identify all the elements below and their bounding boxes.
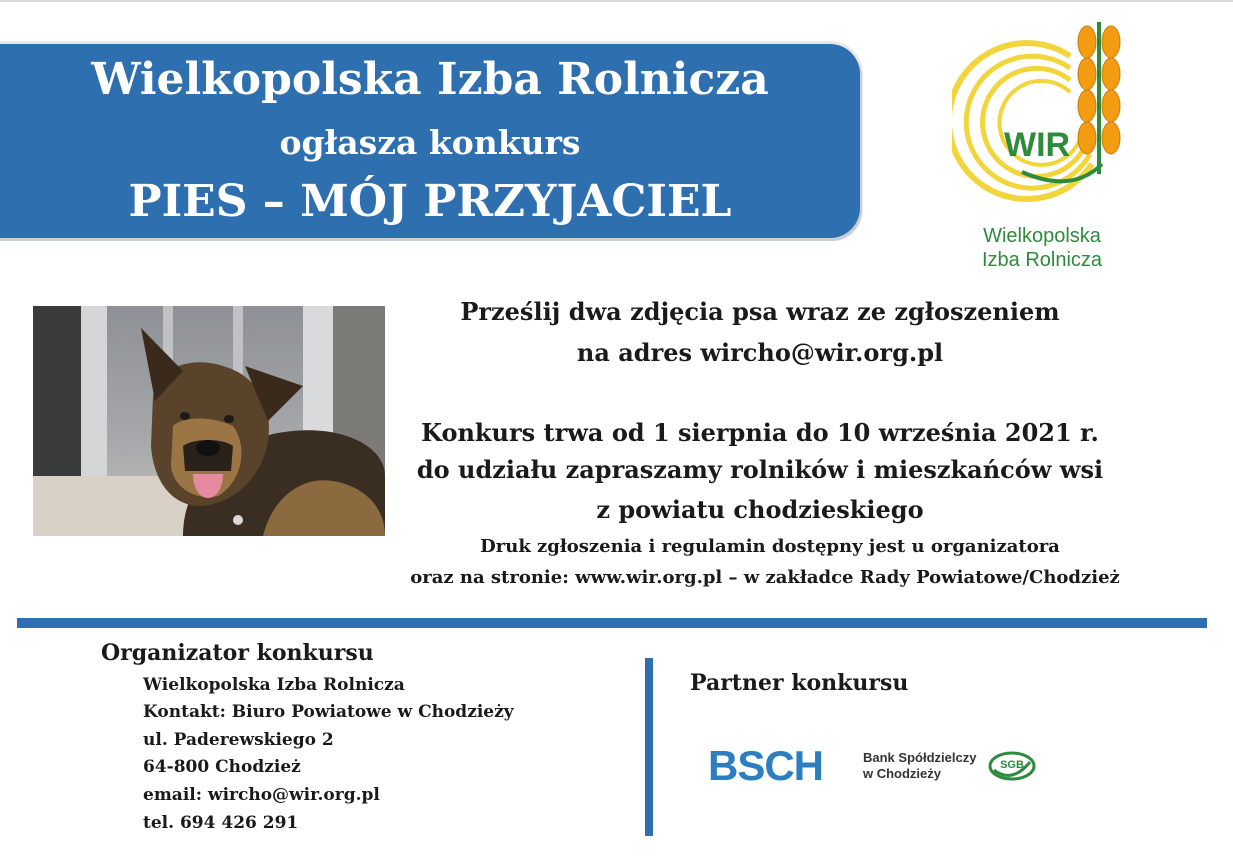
bank-name: [863, 750, 976, 782]
details-form-info: Druk zgłoszenia i regulamin dostępny jest u organizatora: [480, 536, 1060, 557]
column-divider: [645, 658, 653, 836]
details-participants: do udziału zapraszamy rolników i mieszkańców wsi: [416, 455, 1104, 484]
top-border: [0, 0, 1233, 2]
bank-name-line2: w Chodzieży: [863, 766, 942, 781]
bank-name-line1: Bank Spółdzielczy: [863, 750, 977, 765]
logo-caption-line1: Wielkopolska: [983, 225, 1101, 247]
banner-organization: Wielkopolska Izba Rolnicza: [91, 54, 769, 105]
title-banner: [0, 44, 860, 238]
logo-caption: [952, 224, 1132, 272]
details-website-info: oraz na stronie: www.wir.org.pl – w zakładce Rady Powiatowe/Chodzież: [410, 567, 1120, 588]
banner-announcement: ogłasza konkurs: [279, 123, 581, 162]
details-line2: na adres wircho@wir.org.pl: [576, 338, 944, 367]
organizer-city: 64-800 Chodzież: [143, 757, 301, 777]
organizer-contact: Kontakt: Biuro Powiatowe w Chodzieży: [143, 702, 514, 722]
wir-logo: [952, 14, 1132, 276]
sgb-label: SGB: [1000, 759, 1024, 771]
organizer-heading: Organizator konkursu: [101, 640, 374, 666]
organizer-email: email: wircho@wir.org.pl: [143, 785, 380, 805]
logo-caption-line2: Izba Rolnicza: [981, 249, 1103, 271]
organizer-name: Wielkopolska Izba Rolnicza: [143, 675, 405, 695]
bsch-logo: BSCH: [708, 742, 824, 789]
partner-bank-logo: [708, 742, 1048, 792]
partner-heading: Partner konkursu: [690, 670, 909, 696]
organizer-street: ul. Paderewskiego 2: [143, 730, 334, 750]
sgb-logo: [988, 750, 1036, 782]
wir-initials: WIR: [1004, 126, 1071, 164]
section-divider: [17, 618, 1207, 628]
dog-photo: [33, 306, 385, 536]
details-district: z powiatu chodzieskiego: [596, 495, 924, 524]
details-dates: Konkurs trwa od 1 sierpnia do 10 września 2021 r.: [421, 418, 1099, 447]
wir-emblem-icon: [952, 14, 1132, 224]
details-line1: Prześlij dwa zdjęcia psa wraz ze zgłoszeniem: [460, 297, 1060, 326]
german-shepherd-dog-photo-icon: [33, 306, 385, 536]
organizer-phone: tel. 694 426 291: [143, 813, 299, 833]
contest-title: PIES – MÓJ PRZYJACIEL: [128, 176, 732, 227]
